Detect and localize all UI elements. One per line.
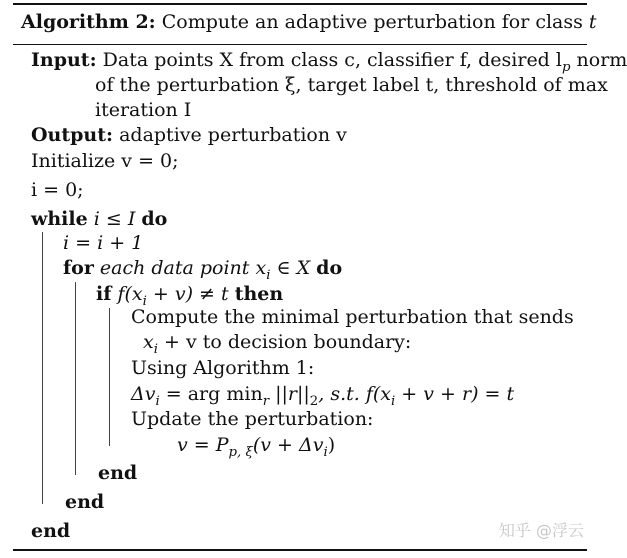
input-text-1-tail: norm xyxy=(570,49,627,71)
while-do: do xyxy=(141,208,168,230)
delta-sub3: 2 xyxy=(309,393,319,409)
algorithm-caption xyxy=(21,11,597,33)
compute-sub: i xyxy=(153,341,158,357)
caption-rule xyxy=(13,44,587,45)
for-keyword: for xyxy=(63,257,94,279)
compute-line-1: Compute the minimal perturbation that sends xyxy=(131,306,574,328)
proj-sub2: i xyxy=(323,444,328,460)
delta-a: Δv xyxy=(131,383,156,405)
proj-a: v = P xyxy=(177,434,229,456)
using-line: Using Algorithm 1: xyxy=(131,357,315,379)
top-rule xyxy=(13,3,587,5)
proj-sub: p, ξ xyxy=(228,444,253,460)
input-line-2: of the perturbation ξ, target label t, threshold of max xyxy=(95,74,608,96)
proj-b: (v + Δv xyxy=(252,434,324,456)
caption-text: Compute an adaptive perturbation for class xyxy=(161,11,589,33)
end-for-line: end xyxy=(65,491,105,513)
output-text: adaptive perturbation v xyxy=(119,124,347,146)
caption-var: t xyxy=(588,11,597,33)
compute-tail: + v to decision boundary: xyxy=(157,331,412,353)
while-keyword: while xyxy=(31,208,88,230)
input-label: Input: xyxy=(31,49,97,71)
for-bar xyxy=(75,282,76,475)
compute-x: x xyxy=(143,331,154,353)
end-if-line: end xyxy=(98,462,138,484)
update-line: Update the perturbation: xyxy=(131,408,374,430)
proj-c: ) xyxy=(327,434,336,456)
init-v-line: Initialize v = 0; xyxy=(31,150,179,172)
if-cond: f(x xyxy=(111,283,143,305)
input-text-1: Data points X from class c, classifier f, desired l xyxy=(102,49,562,71)
increment-line: i = i + 1 xyxy=(63,232,144,254)
end-while-line: end xyxy=(31,520,71,542)
watermark-text: 知乎 @浮云 xyxy=(498,521,584,540)
if-keyword: if xyxy=(96,283,112,305)
output-label: Output: xyxy=(31,124,114,146)
algorithm-box xyxy=(13,3,627,551)
delta-c: ||r|| xyxy=(269,383,310,405)
while-line xyxy=(31,207,167,231)
projection-line xyxy=(177,433,335,465)
delta-sub: i xyxy=(155,393,160,409)
delta-sub2: r xyxy=(262,393,270,409)
bottom-rule xyxy=(13,549,587,551)
for-do: do xyxy=(316,257,343,279)
if-bar xyxy=(109,308,110,446)
if-tail: + v) ≠ t xyxy=(146,283,235,305)
for-tail: ∈ X xyxy=(270,257,317,279)
delta-sub4: i xyxy=(391,393,396,409)
output-line xyxy=(31,123,347,147)
input-sub: p xyxy=(561,59,571,75)
caption-label: Algorithm 2: xyxy=(21,11,156,33)
if-then: then xyxy=(234,283,284,305)
delta-b: = arg min xyxy=(159,383,263,405)
delta-d: , s.t. f(x xyxy=(318,383,391,405)
for-sub: i xyxy=(266,267,271,283)
input-line-3: iteration I xyxy=(95,99,192,121)
while-condition: i ≤ I xyxy=(87,208,142,230)
while-bar xyxy=(42,232,43,504)
delta-e: + v + r) = t xyxy=(395,383,515,405)
for-text: each data point x xyxy=(93,257,267,279)
if-sub: i xyxy=(142,293,147,309)
init-i-line: i = 0; xyxy=(31,179,84,201)
